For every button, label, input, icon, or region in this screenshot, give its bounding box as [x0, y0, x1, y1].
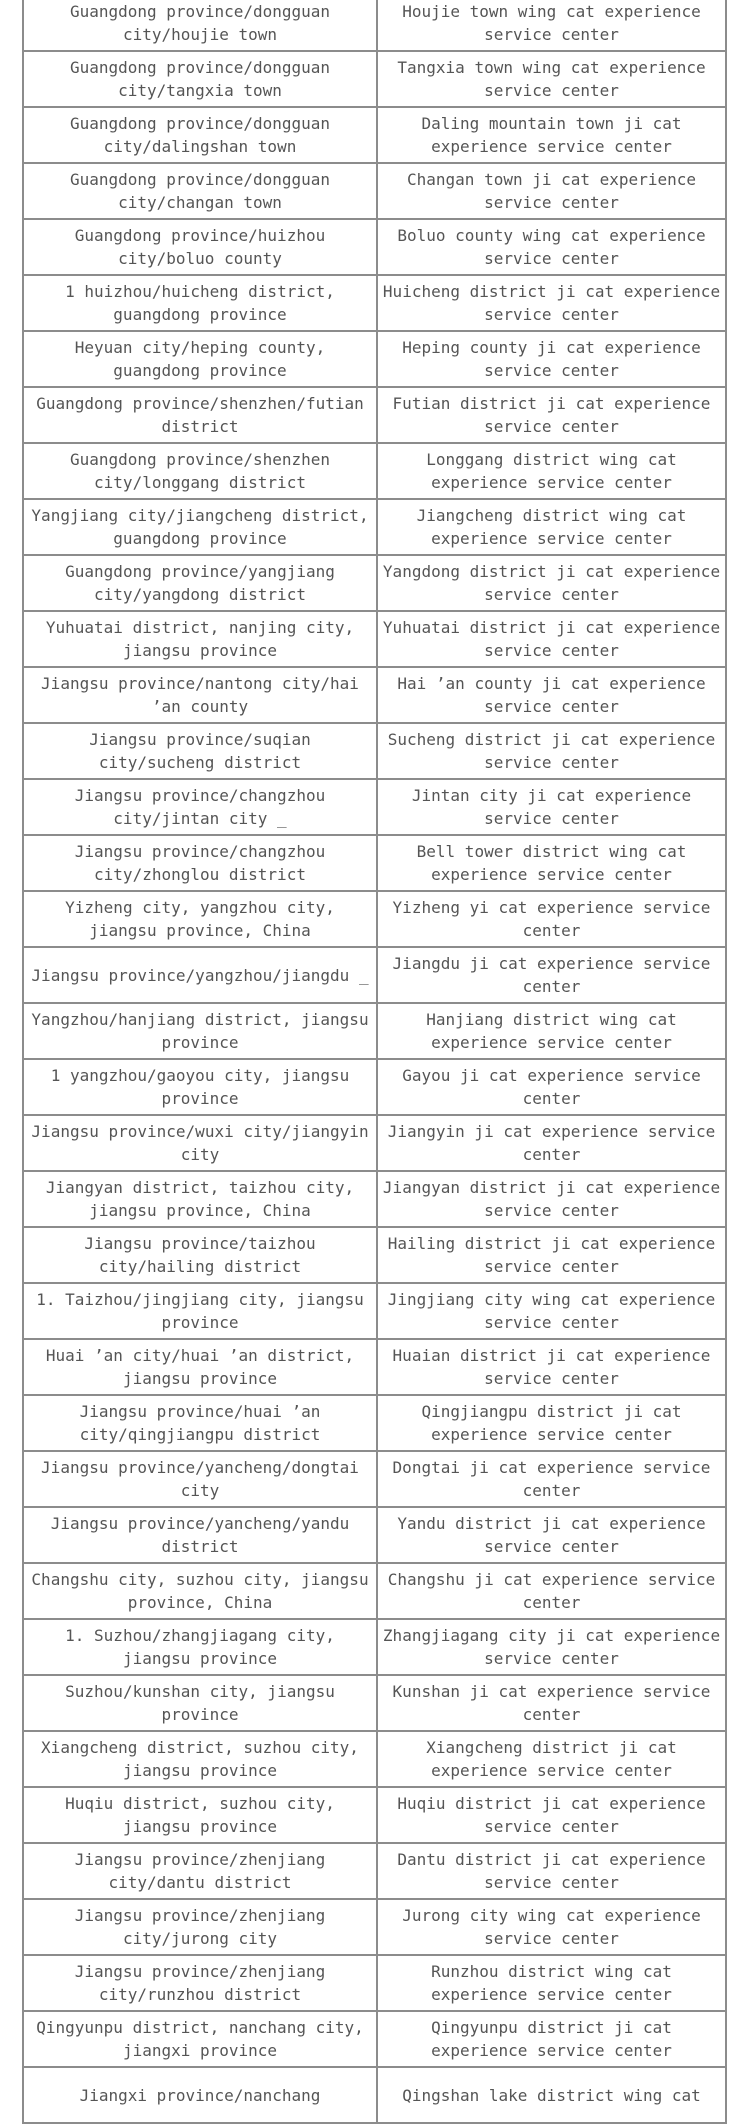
- table-row: [23, 331, 726, 387]
- service-center-cell: Futian district ji cat experience service center: [377, 387, 726, 443]
- location-cell: Jiangxi province/nanchang: [23, 2067, 377, 2123]
- table-row: [23, 779, 726, 835]
- service-center-cell: Jintan city ji cat experience service center: [377, 779, 726, 835]
- table-row: [23, 947, 726, 1003]
- table-row: [23, 2011, 726, 2067]
- location-cell: Xiangcheng district, suzhou city, jiangsu province: [23, 1731, 377, 1787]
- service-center-cell: Jingjiang city wing cat experience service center: [377, 1283, 726, 1339]
- location-cell: 1. Taizhou/jingjiang city, jiangsu province: [23, 1283, 377, 1339]
- table-row: [23, 51, 726, 107]
- location-cell: Guangdong province/shenzhen/futian district: [23, 387, 377, 443]
- location-cell: Guangdong province/shenzhen city/longgang district: [23, 443, 377, 499]
- location-cell: Suzhou/kunshan city, jiangsu province: [23, 1675, 377, 1731]
- table-row: [23, 1899, 726, 1955]
- table-row: [23, 1059, 726, 1115]
- location-cell: Yangzhou/hanjiang district, jiangsu province: [23, 1003, 377, 1059]
- location-cell: Guangdong province/dongguan city/tangxia town: [23, 51, 377, 107]
- table-row: [23, 107, 726, 163]
- service-center-cell: Yizheng yi cat experience service center: [377, 891, 726, 947]
- location-cell: Qingyunpu district, nanchang city, jiangxi province: [23, 2011, 377, 2067]
- table-row: [23, 1843, 726, 1899]
- service-center-cell: Dongtai ji cat experience service center: [377, 1451, 726, 1507]
- location-cell: Guangdong province/yangjiang city/yangdong district: [23, 555, 377, 611]
- table-row: [23, 443, 726, 499]
- table-row: [23, 1787, 726, 1843]
- table-row: [23, 1395, 726, 1451]
- service-center-table: [22, 0, 727, 2124]
- location-cell: Jiangsu province/nantong city/hai ’an county: [23, 667, 377, 723]
- table-row: [23, 611, 726, 667]
- table-row: [23, 0, 726, 51]
- location-cell: Jiangsu province/suqian city/sucheng district: [23, 723, 377, 779]
- service-center-cell: Qingyunpu district ji cat experience service center: [377, 2011, 726, 2067]
- service-center-cell: Jiangyin ji cat experience service center: [377, 1115, 726, 1171]
- table-row: [23, 1563, 726, 1619]
- service-center-cell: Dantu district ji cat experience service center: [377, 1843, 726, 1899]
- table-row: [23, 1115, 726, 1171]
- table-row: [23, 1283, 726, 1339]
- location-cell: Yuhuatai district, nanjing city, jiangsu province: [23, 611, 377, 667]
- service-center-cell: Longgang district wing cat experience service center: [377, 443, 726, 499]
- table-row: [23, 499, 726, 555]
- table-row: [23, 667, 726, 723]
- service-center-cell: Jiangdu ji cat experience service center: [377, 947, 726, 1003]
- table-row: [23, 1227, 726, 1283]
- location-cell: 1. Suzhou/zhangjiagang city, jiangsu province: [23, 1619, 377, 1675]
- table-row: [23, 835, 726, 891]
- location-cell: Heyuan city/heping county, guangdong province: [23, 331, 377, 387]
- service-center-cell: Bell tower district wing cat experience service center: [377, 835, 726, 891]
- service-center-cell: Sucheng district ji cat experience service center: [377, 723, 726, 779]
- service-center-cell: Huicheng district ji cat experience service center: [377, 275, 726, 331]
- location-cell: Guangdong province/huizhou city/boluo county: [23, 219, 377, 275]
- location-cell: Yangjiang city/jiangcheng district, guangdong province: [23, 499, 377, 555]
- service-center-cell: Tangxia town wing cat experience service center: [377, 51, 726, 107]
- location-cell: Jiangsu province/changzhou city/zhonglou district: [23, 835, 377, 891]
- location-cell: Jiangsu province/zhenjiang city/runzhou district: [23, 1955, 377, 2011]
- service-center-cell: Daling mountain town ji cat experience service center: [377, 107, 726, 163]
- service-center-cell: Qingjiangpu district ji cat experience service center: [377, 1395, 726, 1451]
- location-cell: Huai ’an city/huai ’an district, jiangsu province: [23, 1339, 377, 1395]
- location-cell: Jiangsu province/yancheng/yandu district: [23, 1507, 377, 1563]
- service-center-cell: Boluo county wing cat experience service center: [377, 219, 726, 275]
- service-center-cell: Xiangcheng district ji cat experience service center: [377, 1731, 726, 1787]
- location-cell: Yizheng city, yangzhou city, jiangsu province, China: [23, 891, 377, 947]
- table-row: [23, 1619, 726, 1675]
- table-body: [23, 0, 726, 2123]
- location-cell: 1 huizhou/huicheng district, guangdong province: [23, 275, 377, 331]
- table-row: [23, 387, 726, 443]
- location-cell: Jiangsu province/zhenjiang city/dantu district: [23, 1843, 377, 1899]
- service-center-cell: Jurong city wing cat experience service center: [377, 1899, 726, 1955]
- table-row: [23, 555, 726, 611]
- service-center-cell: Jiangyan district ji cat experience service center: [377, 1171, 726, 1227]
- service-center-cell: Houjie town wing cat experience service center: [377, 0, 726, 51]
- location-cell: 1 yangzhou/gaoyou city, jiangsu province: [23, 1059, 377, 1115]
- location-cell: Jiangsu province/yancheng/dongtai city: [23, 1451, 377, 1507]
- table-row: [23, 1731, 726, 1787]
- service-center-cell: Changshu ji cat experience service center: [377, 1563, 726, 1619]
- service-center-cell: Hailing district ji cat experience service center: [377, 1227, 726, 1283]
- location-cell: Jiangsu province/zhenjiang city/jurong city: [23, 1899, 377, 1955]
- location-cell: Jiangyan district, taizhou city, jiangsu province, China: [23, 1171, 377, 1227]
- table-row: [23, 275, 726, 331]
- location-cell: Guangdong province/dongguan city/dalingshan town: [23, 107, 377, 163]
- service-center-cell: Qingshan lake district wing cat: [377, 2067, 726, 2123]
- service-center-cell: Yandu district ji cat experience service center: [377, 1507, 726, 1563]
- location-cell: Huqiu district, suzhou city, jiangsu province: [23, 1787, 377, 1843]
- location-cell: Guangdong province/dongguan city/changan town: [23, 163, 377, 219]
- service-center-cell: Jiangcheng district wing cat experience service center: [377, 499, 726, 555]
- service-center-cell: Hanjiang district wing cat experience service center: [377, 1003, 726, 1059]
- location-cell: Jiangsu province/yangzhou/jiangdu _: [23, 947, 377, 1003]
- service-center-cell: Changan town ji cat experience service center: [377, 163, 726, 219]
- table-row: [23, 1675, 726, 1731]
- service-center-cell: Yangdong district ji cat experience service center: [377, 555, 726, 611]
- service-center-cell: Huqiu district ji cat experience service center: [377, 1787, 726, 1843]
- service-center-cell: Gayou ji cat experience service center: [377, 1059, 726, 1115]
- service-center-cell: Huaian district ji cat experience service center: [377, 1339, 726, 1395]
- table-row: [23, 723, 726, 779]
- location-cell: Changshu city, suzhou city, jiangsu province, China: [23, 1563, 377, 1619]
- table-row: [23, 1507, 726, 1563]
- service-center-cell: Hai ’an county ji cat experience service center: [377, 667, 726, 723]
- location-cell: Guangdong province/dongguan city/houjie town: [23, 0, 377, 51]
- service-center-cell: Runzhou district wing cat experience service center: [377, 1955, 726, 2011]
- service-center-cell: Yuhuatai district ji cat experience service center: [377, 611, 726, 667]
- service-center-cell: Zhangjiagang city ji cat experience service center: [377, 1619, 726, 1675]
- table-row: [23, 2067, 726, 2123]
- location-cell: Jiangsu province/wuxi city/jiangyin city: [23, 1115, 377, 1171]
- table-row: [23, 163, 726, 219]
- table-row: [23, 1171, 726, 1227]
- table-row: [23, 219, 726, 275]
- service-center-cell: Heping county ji cat experience service center: [377, 331, 726, 387]
- table-row: [23, 1955, 726, 2011]
- table-row: [23, 891, 726, 947]
- location-cell: Jiangsu province/changzhou city/jintan city _: [23, 779, 377, 835]
- table-row: [23, 1003, 726, 1059]
- service-center-cell: Kunshan ji cat experience service center: [377, 1675, 726, 1731]
- location-cell: Jiangsu province/taizhou city/hailing district: [23, 1227, 377, 1283]
- table-row: [23, 1451, 726, 1507]
- location-cell: Jiangsu province/huai ’an city/qingjiangpu district: [23, 1395, 377, 1451]
- table-row: [23, 1339, 726, 1395]
